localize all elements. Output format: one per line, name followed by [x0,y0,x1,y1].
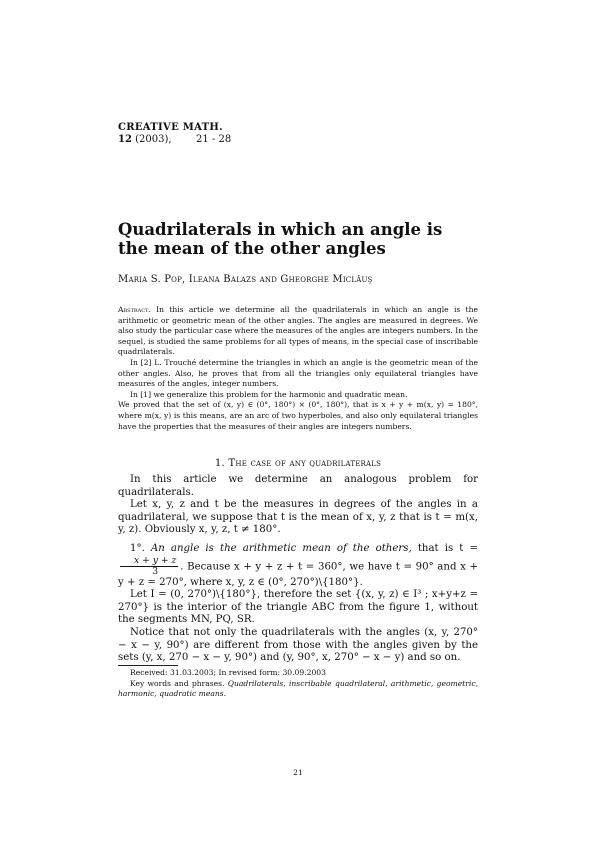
abstract [118,305,478,432]
case-text-continued: . Because x + y + z + t = 360°, we have t = 90° and x + y + z = 270°, where x, y, z ∈ (0°, 270°)\{180°}. [118,561,478,588]
body-paragraph-2: Let x, y, z and t be the measures in degrees of the angles in a quadrilateral, we suppose that t is the mean of x, y, z that is t = m(x, y, z). Obviously x, y, z, t ≠ 180°. [118,499,478,536]
fraction-numerator: x + y + z [120,556,178,567]
footnote [118,668,478,700]
journal-name: CREATIVE MATH. [118,122,223,133]
received-dates: Received: 31.03.2003; In revised form: 30.09.2003 [130,668,326,677]
volume-number: 12 [118,134,132,145]
abstract-text-1: In this article we determine all the quadrilaterals in which an angle is the arithmetic or geometric mean of the other angles. The angles are measured in degrees. We also study the particular case where the measures of the angles are integers numbers. In the sequel, is studied the same problems for all types of means, in the special case of inscribable quadrilaterals. [118,305,478,357]
case-number: 1°. [130,542,145,554]
footnote-rule [118,665,178,666]
abstract-paragraph-2: In [2] L. Trouché determine the triangles in which an angle is the geometric mean of the other angles. Also, he proves that from all the triangles only equilateral triangles have measures of the angles, integer numbers. [118,357,478,389]
abstract-label: Abstract. [118,305,151,314]
section-heading: 1. The case of any quadrilaterals [214,458,382,469]
journal-issue [118,134,172,146]
body-paragraph-4: Let I = (0, 270°)\{180°}, therefore the set {(x, y, z) ∈ I³ ; x+y+z = 270°} is the interior of the triangle ABC from the figure 1, without the segments MN, PQ, SR. [118,589,478,626]
keywords [118,679,478,700]
fraction [120,556,178,577]
paper-title: Quadrilaterals in which an angle is the mean of the other angles [118,220,443,258]
authors: Maria S. Pop, Ileana Balazs and Gheorghe Miclăuş [118,274,373,285]
keywords-list: Quadrilaterals, inscribable quadrilateral, arithmetic, geometric, harmonic, quadratic means. [118,678,478,699]
abstract-paragraph-3: In [1] we generalize this problem for the harmonic and quadratic mean. [130,389,408,399]
abstract-paragraph-1 [118,305,478,358]
abstract-paragraph-4: We proved that the set of (x, y) ∈ (0°, 180°) × (0°, 180°), that is x + y + m(x, y) = 180°, where m(x, y) is this means, are an arc of two hyperboles, and also only equilateral triangles have the properties that the measures of their angles are integers numbers. [118,400,478,431]
fraction-denominator: 3 [152,565,159,577]
body-paragraph-5: Notice that not only the quadrilaterals with the angles (x, y, 270° − x − y, 90°) are different from those with the angles given by the sets (y, x, 270 − x − y, 90°) and (y, 90°, x, 270° − x − y) and so on. [118,626,478,664]
body-text [118,474,478,665]
keywords-label: Key words and phrases. [130,678,225,688]
body-paragraph-1: In this article we determine an analogous problem for quadrilaterals. [118,474,478,498]
year: (2003), [135,134,172,145]
page-number: 21 [293,768,303,777]
body-paragraph-3 [118,543,478,589]
case-statement: An angle is the arithmetic mean of the others, [150,542,412,554]
page-range: 21 - 28 [196,134,232,145]
case-text: that is t = [417,542,478,554]
